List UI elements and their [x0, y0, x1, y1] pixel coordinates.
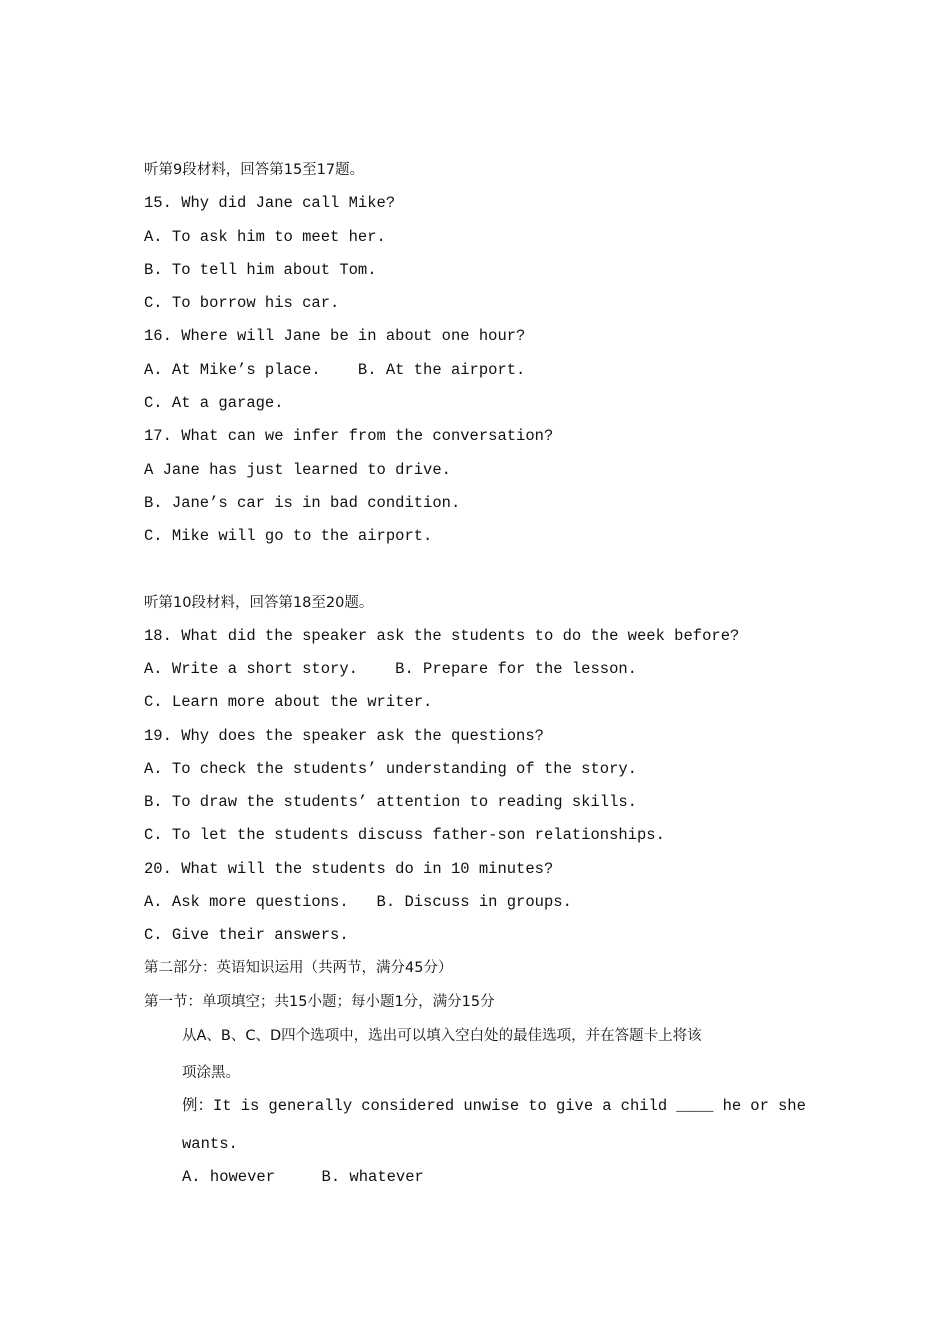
q19-option-a: A. To check the students’ understanding of the story. [144, 760, 637, 778]
q18-option-c: C. Learn more about the writer. [144, 693, 433, 711]
example-word: generally [268, 1097, 353, 1115]
part2-subtitle: 第一节：单项填空；共15小题；每小题1分，满分15分 [144, 994, 495, 1010]
q15-option-c: C. To borrow his car. [144, 294, 340, 312]
q15-option-b: B. To tell him about Tom. [144, 261, 377, 279]
part2-title: 第二部分：英语知识运用（共两节，满分45分） [144, 960, 453, 976]
example-word: unwise [463, 1097, 520, 1115]
section-heading-9: 听第9段材料，回答第15至17题。 [144, 162, 365, 178]
example-word: considered [361, 1097, 455, 1115]
example-word: to [528, 1097, 547, 1115]
example-sentence-end: wants. [182, 1135, 238, 1153]
example-word: a [602, 1097, 612, 1115]
example-word: is [240, 1097, 260, 1115]
example-word: he [722, 1097, 742, 1115]
q15-option-a: A. To ask him to meet her. [144, 228, 386, 246]
example-word: 例：It [182, 1097, 232, 1115]
example-options: A. however B. whatever [182, 1168, 424, 1186]
example-blank: ____ [676, 1097, 714, 1115]
section-heading-10: 听第10段材料，回答第18至20题。 [144, 595, 374, 611]
question-17: 17. What can we infer from the conversation? [144, 427, 554, 445]
q17-option-c: C. Mike will go to the airport. [144, 527, 433, 545]
q17-option-b: B. Jane’s car is in bad condition. [144, 494, 461, 512]
example-word: or [750, 1097, 769, 1115]
q17-option-a: A Jane has just learned to drive. [144, 461, 451, 479]
question-15: 15. Why did Jane call Mike? [144, 194, 396, 212]
instruction-line-2: 项涂黑。 [182, 1065, 240, 1081]
example-word: give [555, 1097, 594, 1115]
q19-option-c: C. To let the students discuss father-son relationships. [144, 826, 665, 844]
q18-options-ab: A. Write a short story. B. Prepare for the lesson. [144, 660, 637, 678]
q16-option-c: C. At a garage. [144, 394, 284, 412]
q20-option-c: C. Give their answers. [144, 926, 349, 944]
example-word: child [620, 1097, 668, 1115]
question-20: 20. What will the students do in 10 minutes? [144, 860, 554, 878]
question-18: 18. What did the speaker ask the students to do the week before? [144, 627, 740, 645]
q16-options-ab: A. At Mike’s place. B. At the airport. [144, 361, 526, 379]
instruction-line-1: 从A、B、C、D四个选项中，选出可以填入空白处的最佳选项，并在答题卡上将该 [182, 1028, 702, 1044]
question-16: 16. Where will Jane be in about one hour? [144, 327, 526, 345]
q19-option-b: B. To draw the students’ attention to reading skills. [144, 793, 637, 811]
example-word: she [777, 1097, 806, 1115]
question-19: 19. Why does the speaker ask the questions? [144, 727, 544, 745]
example-sentence [182, 1096, 806, 1116]
q20-options-ab: A. Ask more questions. B. Discuss in groups. [144, 893, 572, 911]
